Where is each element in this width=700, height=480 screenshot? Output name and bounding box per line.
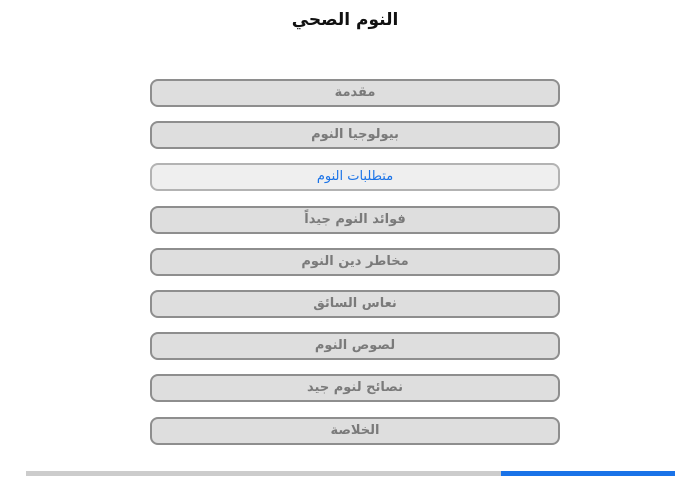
menu-item-sleep-requirements[interactable]: متطلبات النوم [150,163,560,191]
page-title: النوم الصحي [291,10,399,30]
menu-item-sleep-biology[interactable]: بيولوجيا النوم [150,121,560,149]
menu-item-sleep-debt-risks[interactable]: مخاطر دين النوم [150,248,560,276]
progress-bar [26,471,675,476]
progress-bar-fill [501,471,675,476]
section-menu [150,79,560,459]
menu-item-summary[interactable]: الخلاصة [150,417,560,445]
menu-item-sleep-thieves[interactable]: لصوص النوم [150,332,560,360]
menu-item-good-sleep-tips[interactable]: نصائح لنوم جيد [150,374,560,402]
menu-item-introduction[interactable]: مقدمة [150,79,560,107]
menu-item-drowsy-driving[interactable]: نعاس السائق [150,290,560,318]
menu-item-benefits-of-good-sleep[interactable]: فوائد النوم جيداً [150,206,560,234]
